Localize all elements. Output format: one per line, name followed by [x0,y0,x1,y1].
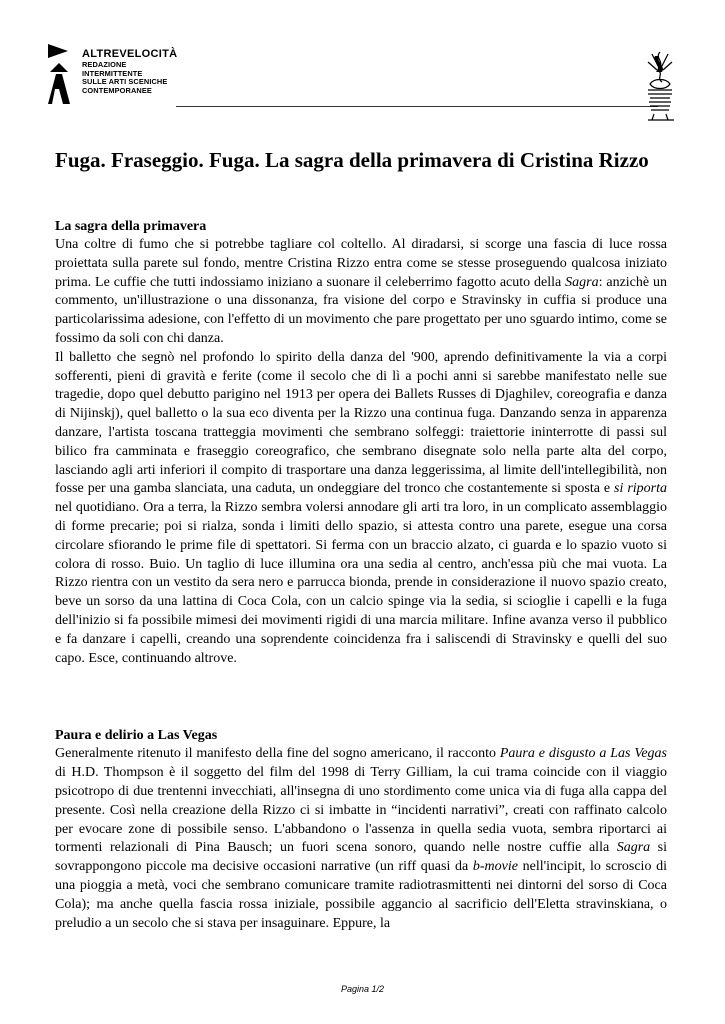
italic-text-run: Sagra [616,840,651,856]
text-run: nell'incipit, lo scroscio di una pioggia a metà, voci che sembrano comunicare tramite radiotrasmittenti nei dintorni del sorso di Coca Cola); ma anche quella fascia rossa iniziale, possibile aggancio al sacrificio dell'Eletta stravinskiana, o preludio a un secolo che si stava per insaguinare. Eppure, la [55,859,667,931]
text-run: Il balletto che segnò nel profondo lo spirito della danza del '900, aprendo definitivamente la via a corpi sofferenti, pieni di gravità e ferite (come il secolo che di lì a pochi anni si sarebbe manifestato nelle sue tragedie, dopo quel debutto parigino nel 1913 per opera dei Ballets Russes di Djaghilev, coreografia e danza di Nijinskj), quel balletto o la sua eco diventa per la Rizzo una continua fuga. Danzando senza in apparenza danzare, l'artista toscana tratteggia movimenti che sembrano solfeggi: traiettorie ininterrotte di passi sul bilico fra camminata e fraseggio coreografico, che sembrano disegnate solo nella parte alta del corpo, lasciando agli arti inferiori il compito di trasportare una danza leggerissima, al limite dell'intellegibilità, non fosse per una gamba slanciata, una caduta, un ondeggiare del tronco che costantemente si sposta e [55,349,667,497]
section-heading: La sagra della primavera [55,219,207,234]
italic-text-run: Sagra [565,274,599,290]
altrevelocita-logo-icon [44,42,74,104]
brand-subtitle-line: CONTEMPORANEE [82,85,152,95]
section-spacer [55,668,667,726]
brand-name: ALTREVELOCITÀ [82,48,178,60]
text-run: Generalmente ritenuto il manifesto della fine del sogno americano, il racconto [55,746,500,762]
article-body [55,217,667,933]
page-footer: Pagina 1/2 [340,984,385,994]
text-run: Una coltre di fumo che si potrebbe tagliare col coltello. Al diradarsi, si scorge una fascia di luce rossa proiettata sulla parete sul fondo, mentre Cristina Rizzo entra come se stesse proseguendo qualcosa iniziato prima. Le cuffie che tutti indossiamo iniziano a suonare il celeberrimo fagotto acuto della [55,237,667,290]
page-header [44,40,674,120]
logo-text [82,48,177,95]
text-run: nel quotidiano. Ora a terra, la Rizzo sembra volersi annodare gli arti tra loro, in un complicato assemblaggio di forme precarie; poi si rialza, sonda i limiti dello spazio, si attesta contro una parete, esegue una corsa circolare sfiorando le prime file di spettatori. Si ferma con un braccio alzato, ci guarda e lo spazio vuoto si colora di rosso. Buio. Un taglio di luce illumina ora una sedia al centro, anch'essa più che mai vuota. La Rizzo rientra con un vestito da sera nero e parrucca bionda, prende in considerazione il nuovo spazio creato, beve un sorso da una lattina di Coca Cola, con un calcio spinge via la sedia, si scioglie i capelli e la fuga dell'inizio si fa possibile mimesi dei movimenti rigidi di una marcia militare. Infine avanza verso il pubblico e fa danzare i capelli, creando una soprendente coincidenza fra i saliscendi di Stravinsky e quelli del suo capo. Esce, continuando altrove. [55,500,667,666]
italic-text-run: Paura e disgusto a Las Vegas [499,746,667,762]
text-run: : anzichè un commento, un'illustrazione o una dissonanza, fra visione del corpo e Stravinsky in cuffia si produce una particolarissima adesione, con l'effetto di un movimento che pare progettato per uno sguardo intimo, come se fossimo da soli con chi danza. [55,274,667,346]
brand-subtitle-line: REDAZIONE [82,60,127,69]
brand-subtitle-line: INTERMITTENTE [82,68,143,78]
header-divider [176,106,658,107]
paragraph [55,236,667,349]
italic-text-run: si riporta [614,481,667,497]
italic-text-run: b-movie [472,859,518,875]
text-run: si sovrappongono piccole ma decisive occasioni narrative (un riff quasi da [55,840,667,875]
brand-subtitle-line: SULLE ARTI SCENICHE [82,77,168,87]
article-title: Fuga. Fraseggio. Fuga. La sagra della primavera di Cristina Rizzo [55,148,649,172]
text-run: di H.D. Thompson è il soggetto del film del 1998 di Terry Gilliam, la cui trama coincide con il viaggio psicotropo di due trentenni invecchiati, all'insegna di uno stordimento come unica via di fuga alla cappa del presente. Così nella creazione della Rizzo ci si imbatte in “incidenti narrativi”, creati con raffinato calcolo per evocare zone di possibile senso. L'abbandono o l'assenza in quella sedia vuota, sembra riportarci ai tormenti relazionali di Pina Bausch; un fuori scena sonoro, quando nelle nostre cuffie alla [55,765,667,856]
section-heading: Paura e delirio a Las Vegas [55,728,218,744]
reader-sketch-icon [640,48,680,124]
paragraph [55,349,667,669]
paragraph [55,745,667,933]
